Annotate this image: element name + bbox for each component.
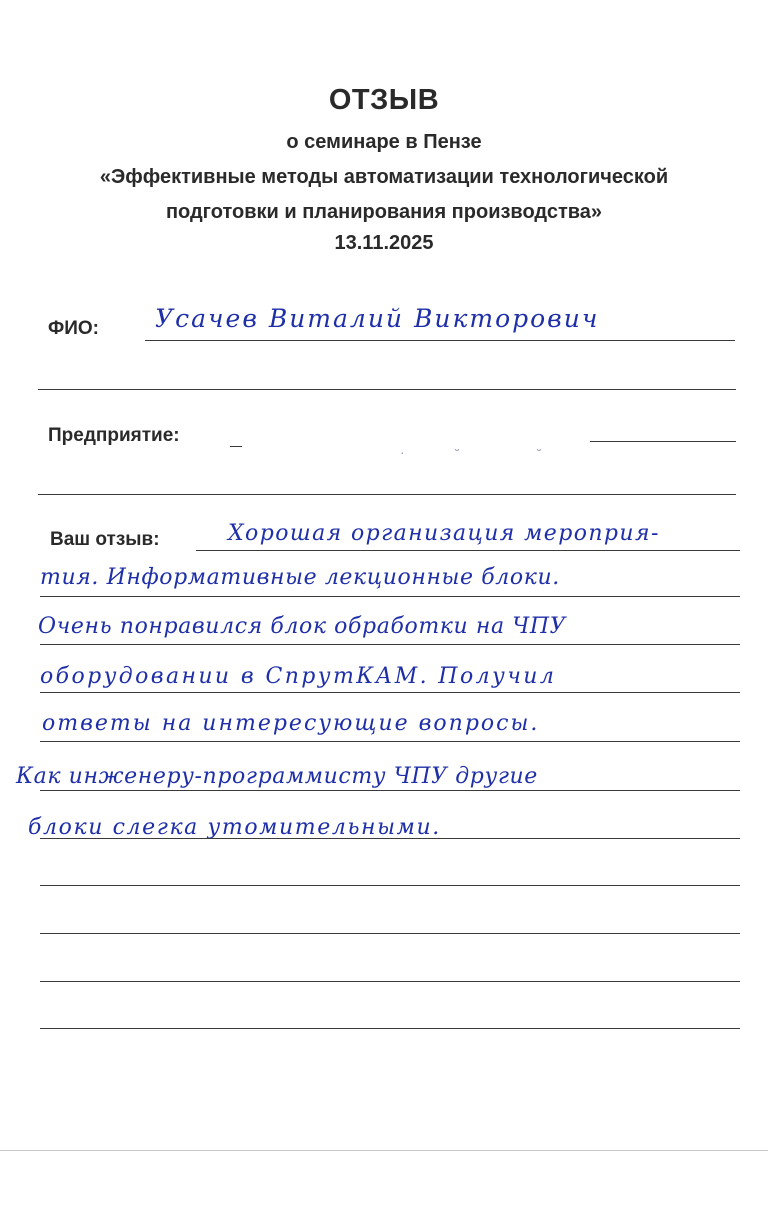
form-subtitle: о семинаре в Пензе <box>286 131 482 153</box>
review-rule-10 <box>40 981 740 982</box>
review-line-4: оборудовании в СпрутКАМ. Получил <box>40 664 557 689</box>
review-rule-4 <box>40 692 740 693</box>
review-line-1: Хорошая организация мероприя- <box>228 521 660 546</box>
review-label: Ваш отзыв: <box>50 529 160 550</box>
company-label: Предприятие: <box>48 425 180 446</box>
review-line-3: Очень понравился блок обработки на ЧПУ <box>38 614 567 639</box>
fio-line-2 <box>38 389 736 390</box>
review-rule-5 <box>40 741 740 742</box>
seminar-topic-line-2: подготовки и планирования производства» <box>165 201 603 223</box>
review-line-7: блоки слегка утомительными. <box>28 815 441 840</box>
review-rule-1 <box>196 550 740 551</box>
review-rule-9 <box>40 933 740 934</box>
redaction-mark-2: ˘ <box>455 446 460 462</box>
redaction-mark-1: · <box>400 444 405 460</box>
review-rule-7 <box>40 838 740 839</box>
review-rule-8 <box>40 885 740 886</box>
redaction-mark-3: ˘ <box>537 446 542 462</box>
review-line-5: ответы на интересующие вопросы. <box>42 711 540 736</box>
seminar-date: 13.11.2025 <box>334 232 434 254</box>
review-rule-6 <box>40 790 740 791</box>
review-line-2: тия. Информативные лекционные блоки. <box>40 565 560 590</box>
fio-label: ФИО: <box>48 318 99 339</box>
fio-line <box>145 340 735 341</box>
company-line-2 <box>38 494 736 495</box>
company-line-b <box>590 441 736 442</box>
form-title: ОТЗЫВ <box>328 84 440 116</box>
fio-handwriting: Усачев Виталий Викторович <box>155 304 600 333</box>
review-line-6: Как инженеру-программисту ЧПУ другие <box>16 764 538 789</box>
seminar-topic-line-1: «Эффективные методы автоматизации технологической <box>99 166 669 188</box>
review-rule-3 <box>40 644 740 645</box>
company-line-a <box>230 446 242 447</box>
review-rule-2 <box>40 596 740 597</box>
review-rule-11 <box>40 1028 740 1029</box>
page-edge <box>0 1150 768 1151</box>
